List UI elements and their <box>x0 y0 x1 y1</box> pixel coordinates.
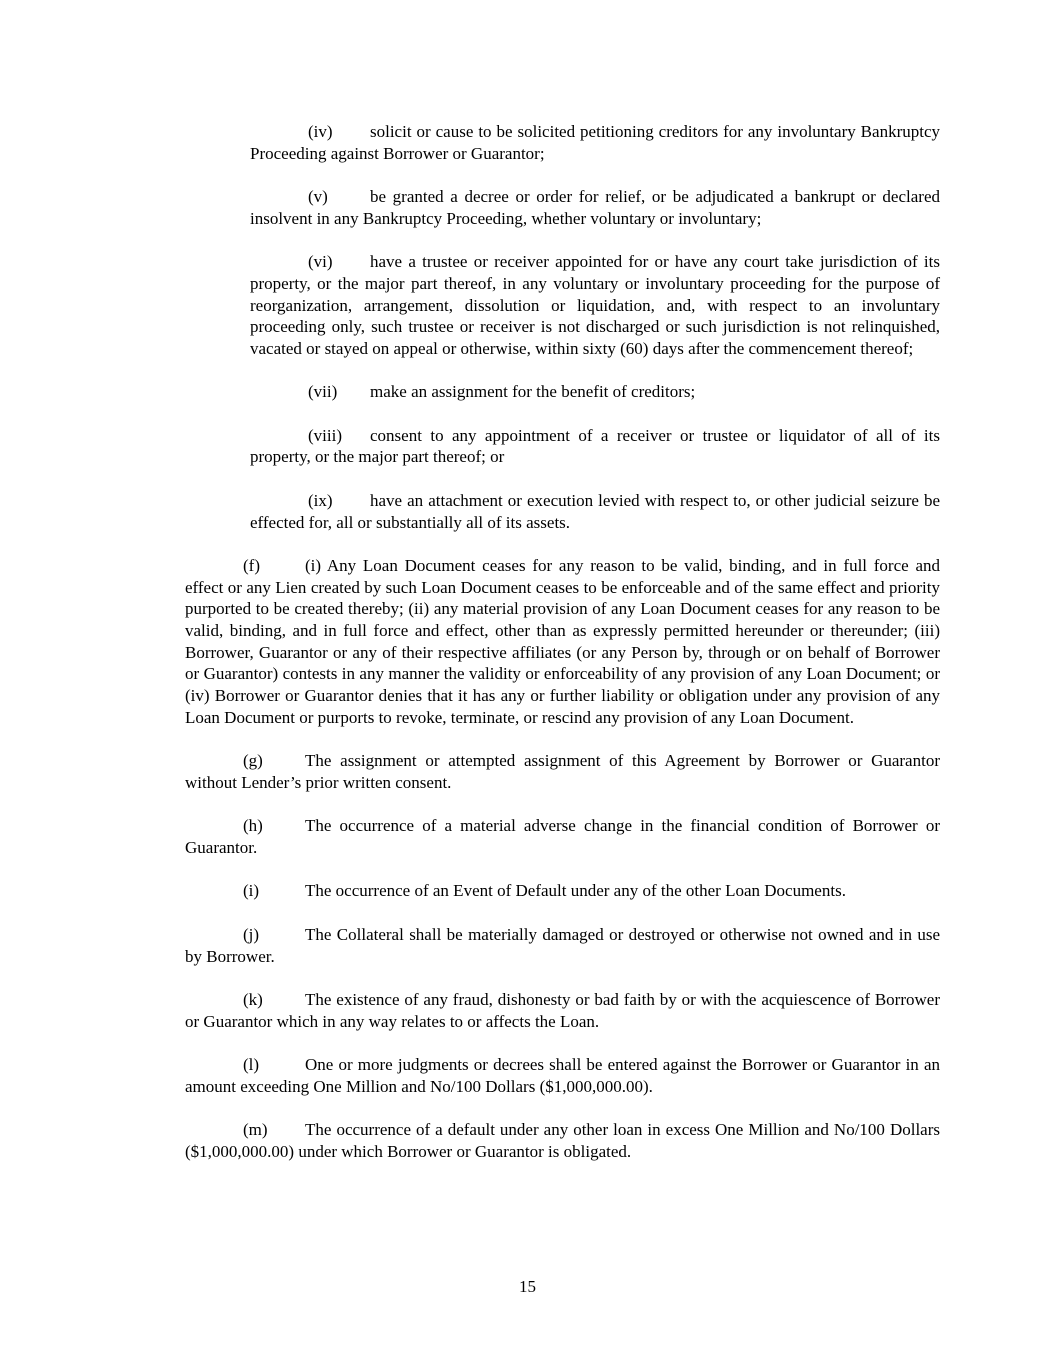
clause-item-viii <box>250 425 940 468</box>
clause-text: solicit or cause to be solicited petitioning creditors for any involuntary Bankruptcy Proceeding against Borrower or Guarantor; <box>250 122 940 163</box>
clause-text: have an attachment or execution levied with respect to, or other judicial seizure be effected for, all or substantially all of its assets. <box>250 490 940 532</box>
clause-item-ix <box>250 490 940 533</box>
paragraph-text: (i) Any Loan Document ceases for any reason to be valid, binding, and in full force and effect or any Lien created by such Loan Document ceases to be enforceable and of the same effect and priority purported to be created thereby; (ii) any material provision of any Loan Document ceases for any reason to be valid, binding, and in full force and effect, other than as expressly permitted hereunder or thereunder; (iii) Borrower, Guarantor or any of their respective affiliates (or any Person by, through or on behalf of Borrower or Guarantor) contests in any manner the validity or enforceability of any provision of any Loan Document; or (iv) Borrower or Guarantor denies that it has any or further liability or obligation under any provision of any Loan Document or purports to revoke, terminate, or rescind any provision of any Loan Document. <box>185 555 940 727</box>
paragraph-g <box>185 750 940 793</box>
clause-text: have a trustee or receiver appointed for or have any court take jurisdiction of its property, or the major part thereof, in any voluntary or involuntary proceeding for the purpose of reorganization, arrangement, dissolution or liquidation, and, with respect to an involuntary proceeding only, such trustee or receiver is not discharged or such jurisdiction is not relinquished, vacated or stayed on appeal or otherwise, within sixty (60) days after the commencement thereof; <box>250 252 940 358</box>
paragraph-label: (g) <box>243 751 263 771</box>
paragraph-label: (l) <box>243 1055 260 1075</box>
paragraph-text: The Collateral shall be materially damaged or destroyed or otherwise not owned and in use by Borrower. <box>185 924 940 966</box>
paragraph-h <box>185 815 940 858</box>
clause-label: (vii) <box>308 382 338 402</box>
paragraph-label: (j) <box>243 924 260 944</box>
paragraph-label: (f) <box>243 555 260 575</box>
paragraph-f <box>185 555 940 729</box>
clause-item-vi <box>250 251 940 360</box>
paragraph-text: The occurrence of a material adverse change in the financial condition of Borrower or Guarantor. <box>185 816 940 858</box>
paragraph-k <box>185 989 940 1032</box>
clause-item-iv <box>250 121 940 164</box>
paragraph-label: (m) <box>243 1120 268 1140</box>
paragraph-m <box>185 1119 940 1162</box>
clause-label: (viii) <box>308 425 342 445</box>
paragraph-i <box>185 880 940 902</box>
clause-text: be granted a decree or order for relief, or be adjudicated a bankrupt or declared insolvent in any Bankruptcy Proceeding, whether voluntary or involuntary; <box>250 187 940 228</box>
paragraph-label: (k) <box>243 989 263 1009</box>
paragraph-text: The existence of any fraud, dishonesty or bad faith by or with the acquiescence of Borrower or Guarantor which in any way relates to or affects the Loan. <box>185 989 940 1031</box>
paragraph-text: The occurrence of a default under any other loan in excess One Million and No/100 Dollars ($1,000,000.00) under which Borrower or Guarantor is obligated. <box>185 1120 940 1161</box>
page-number: 15 <box>519 1277 536 1296</box>
clause-label: (v) <box>308 187 328 207</box>
clause-item-vii <box>250 381 940 403</box>
paragraph-label: (h) <box>243 816 263 836</box>
clause-text: consent to any appointment of a receiver or trustee or liquidator of all of its property, or the major part thereof; or <box>250 425 940 467</box>
clause-label: (iv) <box>308 122 333 141</box>
clause-label: (ix) <box>308 490 333 510</box>
paragraph-text: The assignment or attempted assignment of this Agreement by Borrower or Guarantor without Lender’s prior written consent. <box>185 751 940 792</box>
clause-text: make an assignment for the benefit of creditors; <box>370 382 696 402</box>
paragraph-j <box>185 924 940 967</box>
paragraph-label: (i) <box>243 881 260 901</box>
paragraph-text: One or more judgments or decrees shall be entered against the Borrower or Guarantor in an amount exceeding One Million and No/100 Dollars ($1,000,000.00). <box>185 1055 940 1096</box>
paragraph-l <box>185 1054 940 1097</box>
clause-label: (vi) <box>308 252 333 272</box>
paragraph-text: The occurrence of an Event of Default under any of the other Loan Documents. <box>305 881 846 901</box>
clause-item-v <box>250 186 940 229</box>
